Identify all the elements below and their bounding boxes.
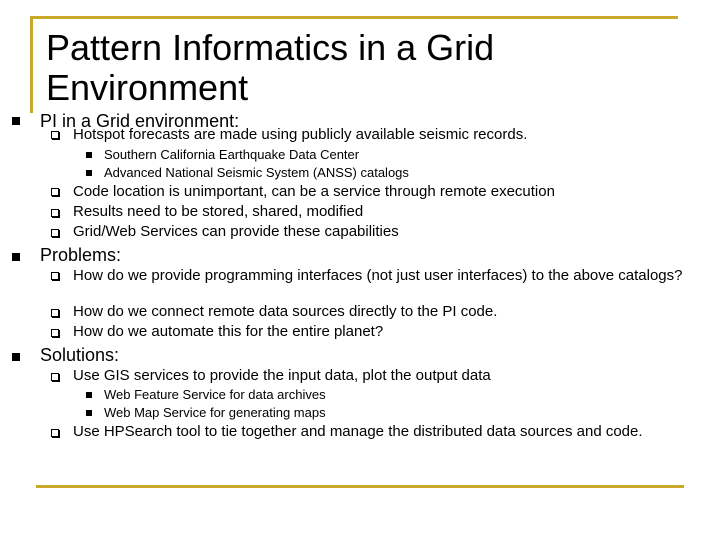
sub-list-item: Web Map Service for generating maps: [104, 405, 326, 420]
sub-list-item: Advanced National Seismic System (ANSS) catalogs: [104, 165, 409, 180]
left-accent-rule: [30, 16, 33, 113]
list-item: How do we provide programming interfaces (not just user interfaces) to the above catalogs?: [73, 267, 683, 284]
bottom-accent-rule: [36, 485, 684, 488]
list-item: Results need to be stored, shared, modified: [73, 203, 364, 220]
slide-title: Pattern Informatics in a Grid Environment: [46, 27, 495, 108]
section-heading: PI in a Grid environment:: [40, 111, 240, 131]
list-item: How do we connect remote data sources directly to the PI code.: [73, 303, 498, 320]
section-heading: Solutions:: [40, 345, 120, 365]
hollow-square-bullet-icon: [51, 429, 59, 437]
hollow-square-bullet-icon: [51, 188, 59, 196]
square-bullet-icon: [86, 152, 92, 158]
hollow-square-bullet-icon: [51, 229, 59, 237]
square-bullet-icon: [86, 410, 92, 416]
list-item: Use HPSearch tool to tie together and manage the distributed data sources and code.: [73, 423, 643, 440]
sub-list-item: Southern California Earthquake Data Center: [104, 147, 360, 162]
list-item: Grid/Web Services can provide these capabilities: [73, 223, 399, 240]
list-item: Hotspot forecasts are made using publicly available seismic records.: [73, 126, 528, 143]
hollow-square-bullet-icon: [51, 209, 59, 217]
section-heading: Problems:: [40, 245, 122, 265]
top-accent-rule: [30, 16, 678, 19]
list-item: Code location is unimportant, can be a service through remote execution: [73, 183, 555, 200]
square-bullet-icon: [86, 392, 92, 398]
square-bullet-icon: [12, 117, 20, 125]
list-item: Use GIS services to provide the input data, plot the output data: [73, 367, 491, 384]
square-bullet-icon: [12, 353, 20, 361]
hollow-square-bullet-icon: [51, 131, 59, 139]
hollow-square-bullet-icon: [51, 329, 59, 337]
hollow-square-bullet-icon: [51, 373, 59, 381]
hollow-square-bullet-icon: [51, 309, 59, 317]
sub-list-item: Web Feature Service for data archives: [104, 387, 326, 402]
list-item: How do we automate this for the entire planet?: [73, 323, 384, 340]
square-bullet-icon: [12, 253, 20, 261]
square-bullet-icon: [86, 170, 92, 176]
hollow-square-bullet-icon: [51, 272, 59, 280]
